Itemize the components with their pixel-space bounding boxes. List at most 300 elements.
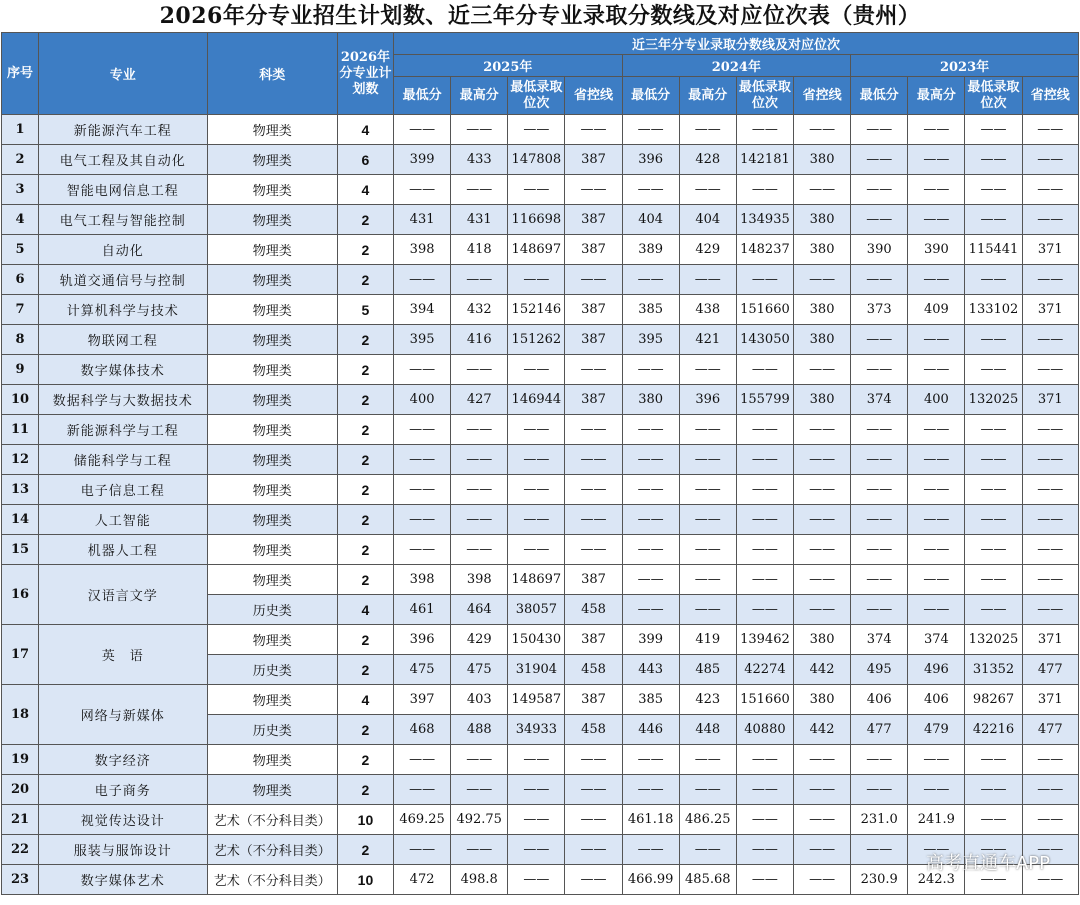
cell-value: —— [565, 175, 622, 205]
cell-value: 404 [622, 205, 679, 235]
cell-value: —— [736, 265, 793, 295]
table-body [2, 115, 1079, 895]
page-title: 2026年分专业招生计划数、近三年分专业录取分数线及对应位次表（贵州） [159, 3, 921, 29]
cell-value: 448 [679, 715, 736, 745]
cell-value: —— [965, 475, 1022, 505]
cell-value: —— [679, 565, 736, 595]
cell-value: —— [394, 445, 451, 475]
cell-value: —— [508, 115, 565, 145]
cell-plan: 2 [337, 475, 393, 505]
cell-value: 387 [565, 145, 622, 175]
cell-value: 148237 [736, 235, 793, 265]
cell-value: 242.3 [908, 865, 965, 895]
cell-value: 496 [908, 655, 965, 685]
cell-plan: 2 [337, 445, 393, 475]
cell-value: —— [794, 775, 851, 805]
cell-seq: 1 [2, 115, 39, 145]
cell-value: —— [565, 535, 622, 565]
cell-value: 403 [451, 685, 508, 715]
cell-value: —— [451, 265, 508, 295]
table-header [2, 33, 1079, 115]
cell-value: 115441 [965, 235, 1022, 265]
cell-value: —— [736, 535, 793, 565]
cell-value: —— [679, 775, 736, 805]
cell-value: —— [565, 505, 622, 535]
cell-category: 物理类 [207, 535, 337, 565]
cell-value: 374 [851, 385, 908, 415]
cell-value: 389 [622, 235, 679, 265]
cell-value: —— [622, 475, 679, 505]
cell-value: 398 [451, 565, 508, 595]
cell-major: 电气工程与智能控制 [39, 205, 207, 235]
cell-seq: 17 [2, 625, 39, 685]
cell-value: —— [508, 835, 565, 865]
cell-category: 物理类 [207, 145, 337, 175]
cell-value: 477 [1022, 655, 1078, 685]
cell-value: —— [679, 595, 736, 625]
cell-value: —— [1022, 415, 1078, 445]
table-row [2, 565, 1079, 595]
cell-major: 物联网工程 [39, 325, 207, 355]
cell-seq: 2 [2, 145, 39, 175]
cell-value: 492.75 [451, 805, 508, 835]
cell-plan: 2 [337, 625, 393, 655]
cell-major: 轨道交通信号与控制 [39, 265, 207, 295]
cell-major: 储能科学与工程 [39, 445, 207, 475]
cell-value: —— [508, 775, 565, 805]
cell-value: —— [1022, 115, 1078, 145]
table-row [2, 505, 1079, 535]
cell-value: —— [965, 565, 1022, 595]
cell-value: 380 [622, 385, 679, 415]
cell-value: —— [394, 835, 451, 865]
cell-value: 396 [679, 385, 736, 415]
cell-value: 427 [451, 385, 508, 415]
cell-value: —— [794, 565, 851, 595]
header-year-2023: 2023年 [851, 55, 1079, 77]
cell-value: —— [794, 865, 851, 895]
header-group: 近三年分专业录取分数线及对应位次 [394, 33, 1079, 55]
cell-value: 373 [851, 295, 908, 325]
header-sub-1: 最高分 [679, 77, 736, 115]
cell-major: 汉语言文学 [39, 565, 207, 625]
cell-value: 133102 [965, 295, 1022, 325]
cell-plan: 2 [337, 415, 393, 445]
cell-value: 380 [794, 295, 851, 325]
cell-value: —— [622, 835, 679, 865]
cell-plan: 2 [337, 655, 393, 685]
cell-value: 409 [908, 295, 965, 325]
cell-value: —— [565, 415, 622, 445]
cell-value: 387 [565, 235, 622, 265]
cell-plan: 4 [337, 595, 393, 625]
cell-value: 404 [679, 205, 736, 235]
cell-value: 380 [794, 625, 851, 655]
table-row [2, 625, 1079, 655]
cell-value: —— [908, 535, 965, 565]
cell-value: 394 [394, 295, 451, 325]
cell-value: —— [394, 355, 451, 385]
cell-value: 421 [679, 325, 736, 355]
cell-value: —— [394, 415, 451, 445]
cell-value: 380 [794, 685, 851, 715]
cell-plan: 2 [337, 205, 393, 235]
cell-value: 395 [622, 325, 679, 355]
cell-value: —— [965, 415, 1022, 445]
cell-value: —— [908, 505, 965, 535]
header-sub-0: 最低分 [622, 77, 679, 115]
header-major: 专业 [39, 33, 207, 115]
cell-plan: 2 [337, 505, 393, 535]
cell-value: —— [565, 775, 622, 805]
cell-value: —— [679, 355, 736, 385]
cell-category: 物理类 [207, 385, 337, 415]
table-row [2, 805, 1079, 835]
cell-value: —— [1022, 265, 1078, 295]
header-sub-0: 最低分 [394, 77, 451, 115]
cell-value: 488 [451, 715, 508, 745]
cell-value: —— [679, 445, 736, 475]
cell-value: 387 [565, 205, 622, 235]
cell-value: —— [1022, 745, 1078, 775]
cell-value: 495 [851, 655, 908, 685]
header-sub-3: 省控线 [565, 77, 622, 115]
cell-value: 151262 [508, 325, 565, 355]
cell-value: 472 [394, 865, 451, 895]
cell-value: 385 [622, 295, 679, 325]
cell-value: —— [908, 745, 965, 775]
cell-value: 406 [851, 685, 908, 715]
cell-value: 374 [908, 625, 965, 655]
cell-value: —— [679, 265, 736, 295]
cell-value: —— [679, 535, 736, 565]
cell-value: 428 [679, 145, 736, 175]
cell-value: 479 [908, 715, 965, 745]
cell-value: 116698 [508, 205, 565, 235]
cell-value: —— [1022, 835, 1078, 865]
cell-value: —— [965, 445, 1022, 475]
header-year-2025: 2025年 [394, 55, 623, 77]
cell-value: 143050 [736, 325, 793, 355]
cell-value: 152146 [508, 295, 565, 325]
cell-plan: 2 [337, 565, 393, 595]
watermark: 高考直通车APP [925, 853, 1050, 874]
cell-value: —— [965, 265, 1022, 295]
cell-major: 数字媒体艺术 [39, 865, 207, 895]
cell-seq: 16 [2, 565, 39, 625]
cell-value: —— [851, 565, 908, 595]
cell-value: 387 [565, 325, 622, 355]
cell-value: 132025 [965, 385, 1022, 415]
cell-seq: 3 [2, 175, 39, 205]
cell-value: 380 [794, 145, 851, 175]
cell-seq: 4 [2, 205, 39, 235]
header-sub-0: 最低分 [851, 77, 908, 115]
cell-value: —— [622, 565, 679, 595]
cell-category: 历史类 [207, 655, 337, 685]
cell-value: —— [565, 865, 622, 895]
cell-value: —— [965, 355, 1022, 385]
cell-major: 人工智能 [39, 505, 207, 535]
cell-seq: 15 [2, 535, 39, 565]
table-row [2, 265, 1079, 295]
cell-value: 477 [851, 715, 908, 745]
cell-category: 物理类 [207, 175, 337, 205]
cell-value: —— [736, 565, 793, 595]
cell-value: 400 [908, 385, 965, 415]
cell-value: —— [908, 415, 965, 445]
cell-category: 物理类 [207, 265, 337, 295]
cell-value: —— [394, 175, 451, 205]
table-row [2, 175, 1079, 205]
cell-value: 399 [394, 145, 451, 175]
cell-value: 142181 [736, 145, 793, 175]
cell-value: —— [622, 535, 679, 565]
cell-value: —— [908, 325, 965, 355]
cell-value: —— [851, 415, 908, 445]
cell-value: 380 [794, 325, 851, 355]
cell-value: 398 [394, 235, 451, 265]
cell-value: —— [965, 805, 1022, 835]
cell-value: 458 [565, 715, 622, 745]
cell-value: —— [1022, 805, 1078, 835]
table-row [2, 235, 1079, 265]
cell-seq: 12 [2, 445, 39, 475]
cell-plan: 2 [337, 385, 393, 415]
cell-major: 计算机科学与技术 [39, 295, 207, 325]
cell-value: 431 [451, 205, 508, 235]
cell-value: —— [622, 175, 679, 205]
cell-value: 151660 [736, 685, 793, 715]
cell-value: —— [394, 505, 451, 535]
header-seq: 序号 [2, 33, 39, 115]
cell-plan: 2 [337, 325, 393, 355]
cell-major: 电子商务 [39, 775, 207, 805]
cell-major: 网络与新媒体 [39, 685, 207, 745]
table-row [2, 205, 1079, 235]
cell-value: 371 [1022, 385, 1078, 415]
cell-plan: 4 [337, 175, 393, 205]
cell-value: —— [622, 595, 679, 625]
cell-category: 物理类 [207, 295, 337, 325]
cell-category: 物理类 [207, 325, 337, 355]
cell-seq: 9 [2, 355, 39, 385]
cell-value: —— [622, 415, 679, 445]
cell-value: 477 [1022, 715, 1078, 745]
cell-major: 服装与服饰设计 [39, 835, 207, 865]
cell-value: —— [679, 115, 736, 145]
cell-value: —— [679, 475, 736, 505]
cell-value: —— [965, 505, 1022, 535]
cell-value: —— [736, 865, 793, 895]
cell-value: 132025 [965, 625, 1022, 655]
table-row [2, 385, 1079, 415]
header-plan: 2026年分专业计划数 [337, 33, 393, 115]
cell-value: —— [565, 475, 622, 505]
cell-value: —— [1022, 205, 1078, 235]
cell-category: 物理类 [207, 745, 337, 775]
cell-value: —— [794, 835, 851, 865]
cell-seq: 14 [2, 505, 39, 535]
cell-value: —— [565, 115, 622, 145]
cell-value: 149587 [508, 685, 565, 715]
cell-value: —— [851, 445, 908, 475]
cell-seq: 5 [2, 235, 39, 265]
cell-value: —— [794, 475, 851, 505]
cell-value: 151660 [736, 295, 793, 325]
cell-value: —— [851, 325, 908, 355]
cell-value: 443 [622, 655, 679, 685]
cell-category: 物理类 [207, 235, 337, 265]
cell-seq: 22 [2, 835, 39, 865]
cell-value: 442 [794, 715, 851, 745]
cell-plan: 5 [337, 295, 393, 325]
cell-plan: 2 [337, 265, 393, 295]
cell-value: 399 [622, 625, 679, 655]
cell-value: —— [908, 115, 965, 145]
cell-seq: 11 [2, 415, 39, 445]
cell-seq: 21 [2, 805, 39, 835]
cell-value: —— [794, 805, 851, 835]
cell-value: —— [965, 115, 1022, 145]
cell-seq: 8 [2, 325, 39, 355]
cell-value: —— [394, 775, 451, 805]
cell-seq: 20 [2, 775, 39, 805]
cell-value: 468 [394, 715, 451, 745]
cell-value: —— [451, 355, 508, 385]
cell-value: —— [451, 745, 508, 775]
header-category: 科类 [207, 33, 337, 115]
cell-value: —— [736, 355, 793, 385]
cell-value: —— [794, 505, 851, 535]
cell-value: —— [1022, 355, 1078, 385]
cell-value: 395 [394, 325, 451, 355]
cell-value: 458 [565, 595, 622, 625]
cell-value: —— [508, 805, 565, 835]
cell-value: —— [679, 175, 736, 205]
cell-value: 475 [451, 655, 508, 685]
table-row [2, 415, 1079, 445]
header-sub-2: 最低录取位次 [508, 77, 565, 115]
cell-value: 146944 [508, 385, 565, 415]
cell-value: —— [736, 175, 793, 205]
cell-major: 电子信息工程 [39, 475, 207, 505]
cell-value: —— [508, 355, 565, 385]
cell-category: 物理类 [207, 355, 337, 385]
cell-value: —— [851, 355, 908, 385]
cell-value: —— [508, 415, 565, 445]
cell-value: 40880 [736, 715, 793, 745]
cell-value: 390 [851, 235, 908, 265]
cell-value: 390 [908, 235, 965, 265]
cell-value: —— [965, 205, 1022, 235]
cell-value: —— [394, 745, 451, 775]
cell-value: 150430 [508, 625, 565, 655]
cell-value: 466.99 [622, 865, 679, 895]
cell-major: 数字媒体技术 [39, 355, 207, 385]
cell-value: 371 [1022, 235, 1078, 265]
cell-value: —— [908, 205, 965, 235]
cell-value: 429 [451, 625, 508, 655]
cell-value: 231.0 [851, 805, 908, 835]
cell-value: —— [851, 595, 908, 625]
cell-value: —— [794, 595, 851, 625]
cell-value: 397 [394, 685, 451, 715]
cell-value: —— [736, 835, 793, 865]
cell-major: 智能电网信息工程 [39, 175, 207, 205]
cell-value: —— [451, 415, 508, 445]
cell-value: 387 [565, 565, 622, 595]
cell-value: —— [965, 535, 1022, 565]
cell-value: 406 [908, 685, 965, 715]
cell-value: —— [565, 445, 622, 475]
cell-value: 498.8 [451, 865, 508, 895]
cell-value: —— [794, 415, 851, 445]
cell-value: —— [394, 535, 451, 565]
cell-value: 432 [451, 295, 508, 325]
cell-category: 物理类 [207, 565, 337, 595]
cell-value: 438 [679, 295, 736, 325]
cell-value: 31904 [508, 655, 565, 685]
cell-value: —— [622, 445, 679, 475]
header-year-2024: 2024年 [622, 55, 851, 77]
cell-category: 物理类 [207, 205, 337, 235]
table-row [2, 535, 1079, 565]
cell-value: 380 [794, 205, 851, 235]
cell-plan: 4 [337, 685, 393, 715]
cell-value: —— [908, 355, 965, 385]
cell-value: —— [736, 415, 793, 445]
cell-value: —— [451, 505, 508, 535]
cell-value: —— [908, 475, 965, 505]
cell-value: —— [736, 595, 793, 625]
cell-category: 艺术（不分科目类） [207, 805, 337, 835]
cell-value: 148697 [508, 565, 565, 595]
cell-value: —— [451, 445, 508, 475]
cell-value: —— [565, 835, 622, 865]
header-sub-1: 最高分 [451, 77, 508, 115]
cell-value: —— [1022, 505, 1078, 535]
cell-value: —— [736, 445, 793, 475]
cell-value: —— [1022, 565, 1078, 595]
cell-value: —— [794, 265, 851, 295]
cell-value: 458 [565, 655, 622, 685]
cell-seq: 13 [2, 475, 39, 505]
cell-value: 371 [1022, 685, 1078, 715]
cell-value: —— [794, 175, 851, 205]
cell-value: 475 [394, 655, 451, 685]
cell-value: —— [508, 745, 565, 775]
cell-value: 418 [451, 235, 508, 265]
cell-category: 物理类 [207, 445, 337, 475]
cell-value: —— [851, 775, 908, 805]
cell-value: —— [622, 355, 679, 385]
cell-value: —— [851, 505, 908, 535]
cell-value: —— [1022, 325, 1078, 355]
cell-value: —— [851, 475, 908, 505]
cell-value: 485 [679, 655, 736, 685]
cell-value: —— [851, 745, 908, 775]
cell-value: —— [679, 835, 736, 865]
cell-major: 机器人工程 [39, 535, 207, 565]
cell-value: —— [908, 835, 965, 865]
cell-value: —— [508, 535, 565, 565]
cell-value: —— [794, 445, 851, 475]
cell-category: 物理类 [207, 415, 337, 445]
cell-value: —— [394, 475, 451, 505]
cell-major: 视觉传达设计 [39, 805, 207, 835]
cell-category: 历史类 [207, 715, 337, 745]
